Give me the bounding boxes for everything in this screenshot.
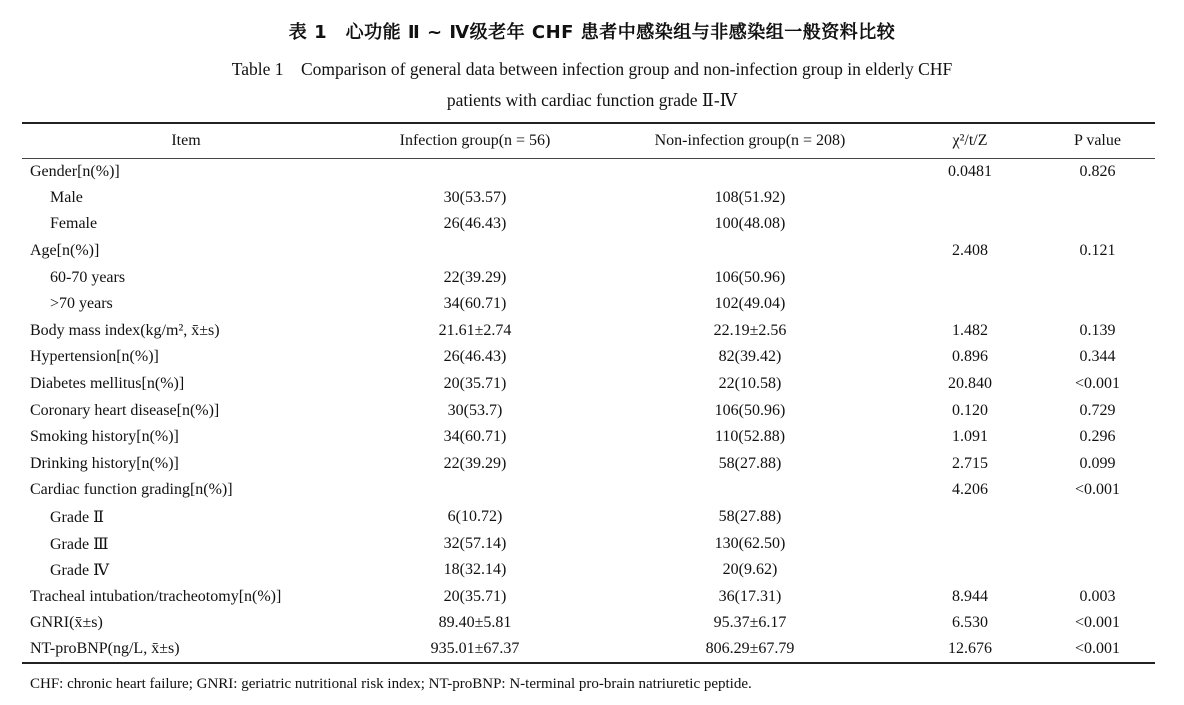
cell-p-value: 0.826 bbox=[1079, 162, 1116, 180]
cell-non-infection: 20(9.62) bbox=[722, 561, 778, 579]
cell-non-infection: 106(50.96) bbox=[714, 401, 786, 419]
cell-infection: 22(39.29) bbox=[443, 268, 507, 286]
cell-non-infection: 22.19±2.56 bbox=[713, 321, 787, 339]
header-infection-group: Infection group(n = 56) bbox=[399, 131, 551, 149]
cell-item: Drinking history[n(%)] bbox=[30, 454, 179, 472]
cell-item: GNRI(x̄±s) bbox=[30, 614, 103, 632]
cell-item: Hypertension[n(%)] bbox=[30, 348, 159, 366]
cell-non-infection: 100(48.08) bbox=[714, 215, 786, 233]
cell-p-value: 0.729 bbox=[1079, 401, 1116, 419]
table-row bbox=[22, 264, 1155, 291]
cell-infection: 30(53.57) bbox=[443, 188, 507, 206]
cell-non-infection: 108(51.92) bbox=[714, 188, 786, 206]
cell-p-value: 0.121 bbox=[1079, 242, 1116, 260]
table-row bbox=[22, 291, 1155, 318]
cell-p-value: <0.001 bbox=[1074, 481, 1121, 499]
cell-infection: 34(60.71) bbox=[443, 295, 507, 313]
cell-statistic bbox=[900, 264, 1040, 291]
cell-non-infection: 106(50.96) bbox=[714, 268, 786, 286]
cell-statistic: 1.482 bbox=[952, 321, 988, 339]
cell-infection bbox=[350, 238, 600, 265]
cell-statistic: 8.944 bbox=[952, 587, 988, 605]
cell-p-value bbox=[1040, 291, 1155, 318]
cell-non-infection: 95.37±6.17 bbox=[713, 614, 787, 632]
cell-p-value: <0.001 bbox=[1074, 614, 1121, 632]
cell-non-infection: 36(17.31) bbox=[718, 587, 782, 605]
cell-p-value: 0.099 bbox=[1079, 454, 1116, 472]
cell-item: Female bbox=[50, 215, 98, 233]
cell-infection bbox=[350, 477, 600, 504]
cell-non-infection: 110(52.88) bbox=[714, 428, 786, 446]
cell-item: Coronary heart disease[n(%)] bbox=[30, 401, 220, 419]
cell-non-infection: 22(10.58) bbox=[718, 375, 782, 393]
table-row bbox=[22, 344, 1155, 371]
cell-item: Body mass index(kg/m², x̄±s) bbox=[30, 321, 220, 339]
header-item: Item bbox=[171, 131, 201, 149]
cell-item: 60-70 years bbox=[50, 268, 126, 286]
table-row bbox=[22, 610, 1155, 637]
header-non-infection-group: Non-infection group(n = 208) bbox=[654, 131, 846, 149]
table-footnote: CHF: chronic heart failure; GNRI: geriatric nutritional risk index; NT-proBNP: N-terminal pro-brain natriuretic peptide. bbox=[30, 676, 752, 692]
cell-statistic: 12.676 bbox=[948, 640, 992, 658]
table-row bbox=[22, 238, 1155, 265]
cell-infection: 34(60.71) bbox=[443, 428, 507, 446]
cell-statistic bbox=[900, 504, 1040, 531]
cell-infection: 26(46.43) bbox=[443, 215, 507, 233]
cell-statistic: 0.120 bbox=[952, 401, 988, 419]
cell-item: >70 years bbox=[50, 295, 113, 313]
header-statistic: χ²/t/Z bbox=[952, 131, 988, 149]
cell-item: Cardiac function grading[n(%)] bbox=[30, 481, 233, 499]
cell-infection: 22(39.29) bbox=[443, 454, 507, 472]
table-row bbox=[22, 530, 1155, 557]
table-row bbox=[22, 371, 1155, 398]
cell-item: Tracheal intubation/tracheotomy[n(%)] bbox=[30, 587, 282, 605]
cell-p-value bbox=[1040, 185, 1155, 212]
cell-infection: 32(57.14) bbox=[443, 534, 507, 552]
cell-statistic: 1.091 bbox=[952, 428, 988, 446]
table-row bbox=[22, 637, 1155, 664]
cell-p-value bbox=[1040, 504, 1155, 531]
cell-infection: 18(32.14) bbox=[443, 561, 507, 579]
cell-statistic bbox=[900, 530, 1040, 557]
cell-non-infection: 130(62.50) bbox=[714, 534, 786, 552]
cell-infection: 89.40±5.81 bbox=[438, 614, 512, 632]
table-row bbox=[22, 318, 1155, 345]
cell-non-infection: 58(27.88) bbox=[718, 454, 782, 472]
table-row bbox=[22, 424, 1155, 451]
cell-item: Diabetes mellitus[n(%)] bbox=[30, 375, 185, 393]
cell-item: Age[n(%)] bbox=[30, 242, 100, 260]
cell-p-value bbox=[1040, 264, 1155, 291]
cell-non-infection bbox=[600, 238, 900, 265]
cell-statistic: 2.408 bbox=[952, 242, 988, 260]
cell-non-infection: 82(39.42) bbox=[718, 348, 782, 366]
cell-p-value: 0.344 bbox=[1079, 348, 1116, 366]
cell-p-value: <0.001 bbox=[1074, 375, 1121, 393]
cell-non-infection bbox=[600, 158, 900, 185]
cell-p-value bbox=[1040, 530, 1155, 557]
cell-p-value bbox=[1040, 557, 1155, 584]
cell-non-infection: 806.29±67.79 bbox=[705, 640, 795, 658]
cell-infection: 6(10.72) bbox=[447, 508, 503, 526]
table-title-english-line2: patients with cardiac function grade Ⅱ-Ⅳ bbox=[446, 90, 738, 110]
cell-infection: 20(35.71) bbox=[443, 375, 507, 393]
header-p-value: P value bbox=[1074, 131, 1121, 149]
comparison-table bbox=[22, 122, 1155, 664]
cell-p-value: 0.139 bbox=[1079, 321, 1116, 339]
table-row bbox=[22, 504, 1155, 531]
cell-p-value: 0.296 bbox=[1079, 428, 1116, 446]
cell-item: Grade Ⅲ bbox=[50, 535, 109, 553]
cell-non-infection: 102(49.04) bbox=[714, 295, 786, 313]
cell-item: Grade Ⅱ bbox=[50, 509, 104, 527]
cell-statistic: 20.840 bbox=[948, 375, 992, 393]
cell-statistic: 0.0481 bbox=[948, 162, 992, 180]
cell-non-infection: 58(27.88) bbox=[718, 508, 782, 526]
table-title-english-line1: Table 1 Comparison of general data between infection group and non-infection group in elderly CHF bbox=[231, 59, 953, 79]
cell-infection: 20(35.71) bbox=[443, 587, 507, 605]
cell-statistic bbox=[900, 185, 1040, 212]
header-row bbox=[22, 123, 1155, 158]
table-row bbox=[22, 477, 1155, 504]
cell-statistic: 0.896 bbox=[952, 348, 988, 366]
table-row bbox=[22, 557, 1155, 584]
table-row bbox=[22, 397, 1155, 424]
cell-p-value bbox=[1040, 211, 1155, 238]
table-title-chinese: 表 1 心功能 Ⅱ ~ Ⅳ级老年 CHF 患者中感染组与非感染组一般资料比较 bbox=[288, 22, 896, 43]
cell-item: NT-proBNP(ng/L, x̄±s) bbox=[30, 640, 180, 658]
cell-infection: 26(46.43) bbox=[443, 348, 507, 366]
table-row bbox=[22, 451, 1155, 478]
table-row bbox=[22, 584, 1155, 611]
cell-item: Grade Ⅳ bbox=[50, 562, 110, 580]
cell-infection bbox=[350, 158, 600, 185]
cell-item: Gender[n(%)] bbox=[30, 162, 120, 180]
cell-statistic: 6.530 bbox=[952, 614, 988, 632]
cell-statistic: 2.715 bbox=[952, 454, 988, 472]
cell-statistic bbox=[900, 557, 1040, 584]
table-row bbox=[22, 158, 1155, 185]
cell-item: Smoking history[n(%)] bbox=[30, 428, 179, 446]
table-row bbox=[22, 185, 1155, 212]
cell-statistic: 4.206 bbox=[952, 481, 988, 499]
cell-item: Male bbox=[50, 188, 83, 206]
cell-infection: 935.01±67.37 bbox=[430, 640, 520, 658]
cell-statistic bbox=[900, 211, 1040, 238]
cell-statistic bbox=[900, 291, 1040, 318]
cell-infection: 30(53.7) bbox=[447, 401, 503, 419]
cell-non-infection bbox=[600, 477, 900, 504]
cell-p-value: 0.003 bbox=[1079, 587, 1116, 605]
cell-infection: 21.61±2.74 bbox=[438, 321, 512, 339]
cell-p-value: <0.001 bbox=[1074, 640, 1121, 658]
table-row bbox=[22, 211, 1155, 238]
